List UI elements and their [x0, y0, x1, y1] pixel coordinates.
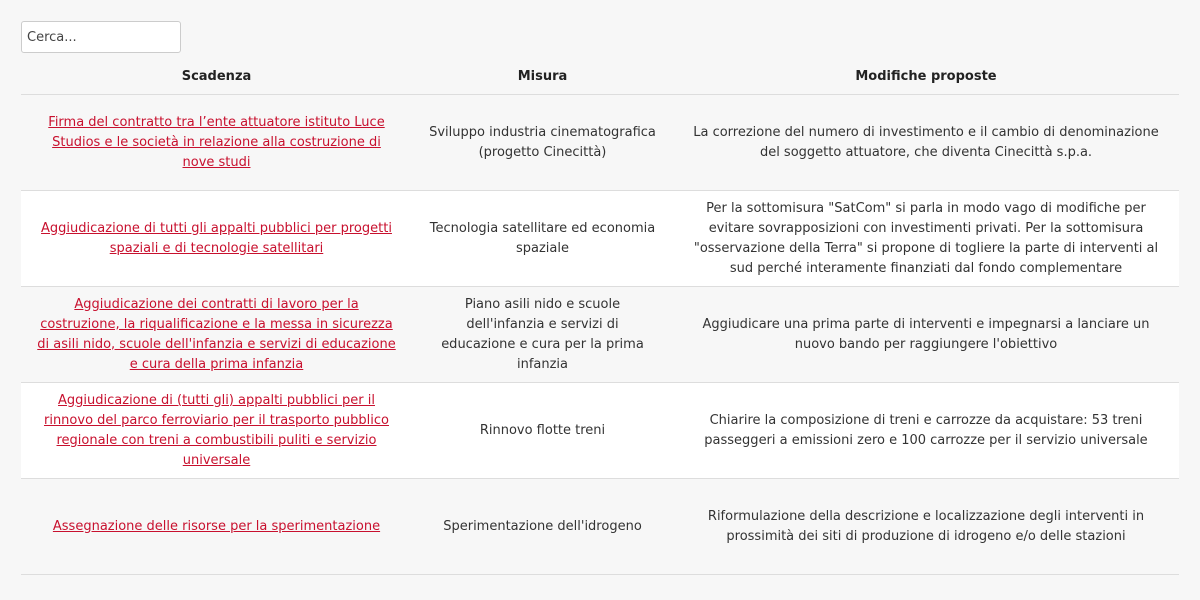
- cell-modifiche: Aggiudicare una prima parte di interventi e impegnarsi a lanciare un nuovo bando per raggiungere l'obiettivo: [702, 316, 1150, 352]
- header-row: [21, 60, 1179, 95]
- cell-modifiche: Per la sottomisura "SatCom" si parla in modo vago di modifiche per evitare sovrapposizioni con investimenti privati. Per la sottomisura "osservazione della Terra" si propone di togliere la parte di interventi al sud perché interamente finanziati dal fondo complementare: [693, 200, 1159, 276]
- scadenza-link[interactable]: Aggiudicazione di tutti gli appalti pubblici per progetti spaziali e di tecnologie satellitari: [41, 220, 392, 256]
- cell-scadenza: [21, 383, 412, 479]
- cell-scadenza: [21, 95, 412, 191]
- column-header-modifiche-proposte[interactable]: Modifiche proposte: [673, 60, 1179, 95]
- table-body: [21, 95, 1179, 575]
- table-viewport: [21, 60, 1179, 544]
- cell-modifiche: Riformulazione della descrizione e localizzazione degli interventi in prossimità dei siti di produzione di idrogeno e/o delle stazioni: [707, 508, 1145, 544]
- search-container: [21, 21, 181, 53]
- scadenza-link[interactable]: Aggiudicazione dei contratti di lavoro per la costruzione, la riqualificazione e la messa in sicurezza di asili nido, scuole dell'infanzia e servizi di educazione e cura della prima infanzia: [37, 296, 396, 372]
- table-row: [21, 95, 1179, 191]
- cell-misura: Tecnologia satellitare ed economia spaziale: [429, 220, 656, 256]
- cell-misura: Sperimentazione dell'idrogeno: [443, 518, 642, 534]
- table-row: [21, 191, 1179, 287]
- table-header: [21, 60, 1179, 95]
- cell-misura: Rinnovo flotte treni: [479, 422, 606, 438]
- scadenza-link[interactable]: Aggiudicazione di (tutti gli) appalti pubblici per il rinnovo del parco ferroviario per il trasporto pubblico regionale con treni a combustibili puliti e servizio universale: [43, 392, 389, 468]
- table-row: [21, 479, 1179, 575]
- cell-scadenza: [21, 287, 412, 383]
- cell-scadenza: [21, 191, 412, 287]
- search-input[interactable]: [21, 21, 181, 53]
- column-header-misura[interactable]: Misura: [412, 60, 673, 95]
- cell-misura: Piano asili nido e scuole dell'infanzia e servizi di educazione e cura per la prima infanzia: [441, 296, 644, 372]
- cell-misura: Sviluppo industria cinematografica (progetto Cinecittà): [429, 124, 656, 160]
- table-row: [21, 287, 1179, 383]
- cell-scadenza: [21, 479, 412, 575]
- table-row: [21, 383, 1179, 479]
- column-header-scadenza[interactable]: Scadenza: [21, 60, 412, 95]
- scadenza-link[interactable]: Assegnazione delle risorse per la sperimentazione: [52, 518, 381, 534]
- cell-modifiche: La correzione del numero di investimento e il cambio di denominazione del soggetto attuatore, che diventa Cinecittà s.p.a.: [693, 124, 1159, 160]
- cell-modifiche: Chiarire la composizione di treni e carrozze da acquistare: 53 treni passeggeri a emissioni zero e 100 carrozze per il servizio universale: [704, 412, 1148, 448]
- data-table: [21, 60, 1179, 575]
- scadenza-link[interactable]: Firma del contratto tra l’ente attuatore istituto Luce Studios e le società in relazione alla costruzione di nove studi: [48, 114, 385, 170]
